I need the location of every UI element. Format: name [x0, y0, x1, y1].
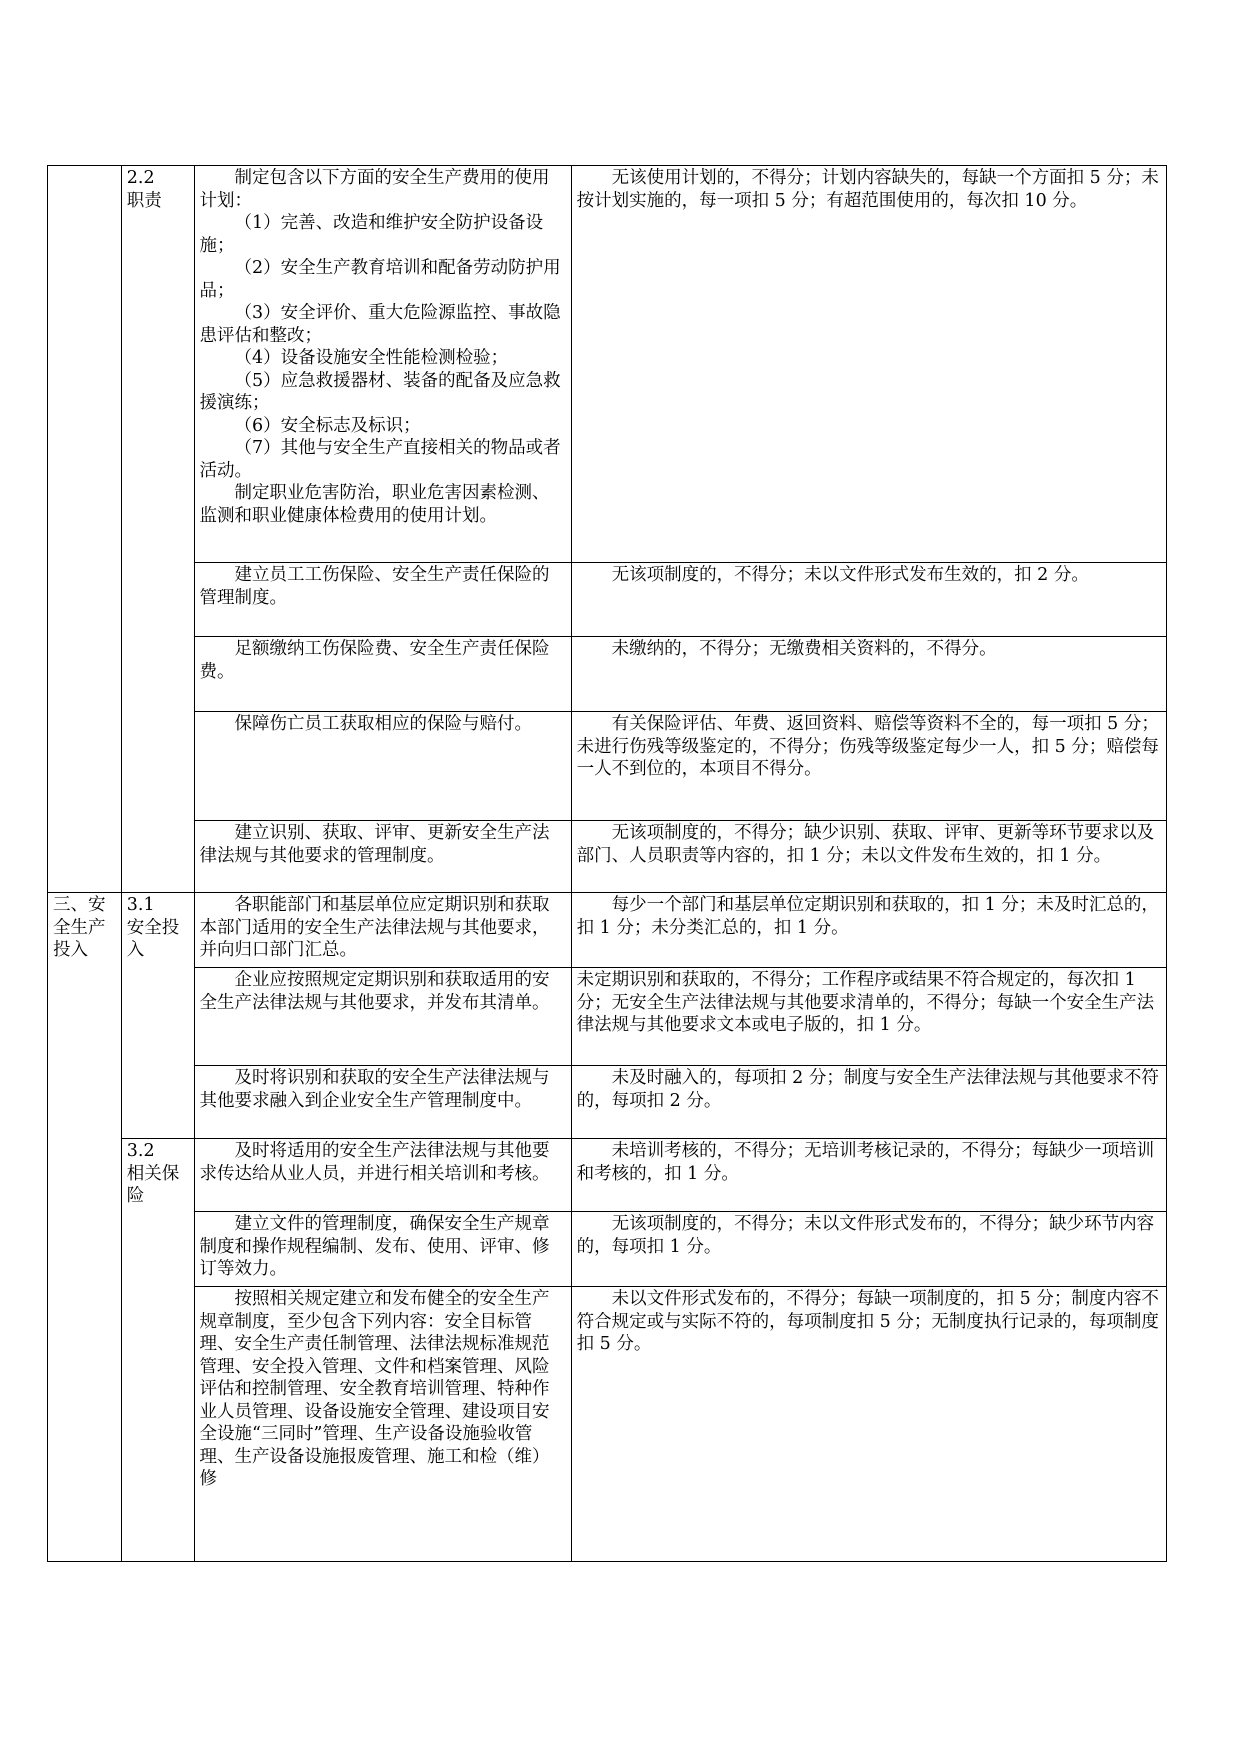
category-cell-empty — [48, 166, 122, 893]
subcategory-cell — [121, 166, 194, 893]
requirement-text: 保障伤亡员工获取相应的保险与赔付。 — [234, 714, 533, 734]
scoring-text: 未以文件形式发布的，不得分；每缺一项制度的，扣 5 分；制度内容不符合规定或与实际不符的，每项制度扣 5 分；无制度执行记录的，每项制度扣 5 分。 — [576, 1289, 1159, 1354]
requirement-text: （6）安全标志及标识； — [234, 415, 421, 436]
requirement-text: 及时将适用的安全生产法律法规与其他要求传达给从业人员，并进行相关培训和考核。 — [199, 1141, 550, 1184]
table-row — [48, 637, 1167, 712]
requirement-cell — [194, 1139, 571, 1212]
table-row — [48, 563, 1167, 637]
category-cell — [48, 893, 122, 1562]
scoring-text: 无该项制度的，不得分；未以文件形式发布的，不得分；缺少环节内容的，每项扣 1 分。 — [576, 1214, 1155, 1257]
requirement-cell — [194, 893, 571, 968]
table-row — [48, 821, 1167, 893]
scoring-text: 无该项制度的，不得分；缺少识别、获取、评审、更新等环节要求以及部门、人员职责等内容的，扣 1 分；未以文件发布生效的，扣 1 分。 — [576, 823, 1155, 866]
scoring-cell — [571, 1066, 1166, 1139]
requirement-text: 及时将识别和获取的安全生产法律法规与其他要求融入到企业安全生产管理制度中。 — [199, 1068, 550, 1111]
requirement-cell — [194, 563, 571, 637]
requirement-cell — [194, 1066, 571, 1139]
requirement-cell — [194, 1287, 571, 1562]
requirement-text: （4）设备设施安全性能检测检验； — [234, 348, 509, 368]
scoring-cell — [571, 821, 1166, 893]
subcategory-cell — [121, 1139, 194, 1562]
table-row — [48, 893, 1167, 968]
table-row — [48, 1287, 1167, 1562]
table-row — [48, 968, 1167, 1066]
scoring-cell — [571, 712, 1166, 821]
standard-table — [47, 165, 1167, 1562]
scoring-cell — [571, 637, 1166, 712]
scoring-cell — [571, 1287, 1166, 1562]
scoring-text: 每少一个部门和基层单位定期识别和获取的，扣 1 分；未及时汇总的，扣 1 分；未分类汇总的，扣 1 分。 — [576, 895, 1159, 938]
scoring-text: 有关保险评估、年费、返回资料、赔偿等资料不全的，每一项扣 5 分；未进行伤残等级鉴定的，不得分；伤残等级鉴定每少一人，扣 5 分；赔偿每一人不到位的，本项目不得分。 — [576, 714, 1159, 779]
scoring-text: 无该使用计划的，不得分；计划内容缺失的，每缺一个方面扣 5 分；未按计划实施的，每一项扣 5 分；有超范围使用的，每次扣 10 分。 — [576, 168, 1159, 211]
scoring-text: 未缴纳的，不得分；无缴费相关资料的，不得分。 — [611, 639, 997, 659]
scoring-cell — [571, 1212, 1166, 1287]
requirement-cell — [194, 166, 571, 563]
scoring-text: 未定期识别和获取的，不得分；工作程序或结果不符合规定的，每次扣 1 分；无安全生产法律法规与其他要求清单的，不得分；每缺一个安全生产法律法规与其他要求文本或电子版的，扣 1 分。 — [576, 970, 1155, 1035]
scoring-cell — [571, 563, 1166, 637]
subcategory-number: 3.2 — [126, 1141, 155, 1161]
requirement-text: （2）安全生产教育培训和配备劳动防护用品； — [199, 258, 561, 301]
scoring-cell — [571, 968, 1166, 1066]
requirement-text: 建立文件的管理制度，确保安全生产规章制度和操作规程编制、发布、使用、评审、修订等效力。 — [199, 1214, 550, 1279]
subcategory-number: 3.1 — [126, 895, 155, 915]
requirement-cell — [194, 637, 571, 712]
scoring-cell — [571, 166, 1166, 563]
requirement-text: 各职能部门和基层单位应定期识别和获取本部门适用的安全生产法律法规与其他要求，并向归口部门汇总。 — [199, 895, 550, 960]
scoring-text: 未培训考核的，不得分；无培训考核记录的，不得分；每缺少一项培训和考核的，扣 1 分。 — [576, 1141, 1155, 1184]
requirement-text: 按照相关规定建立和发布健全的安全生产规章制度，至少包含下列内容：安全目标管理、安全生产责任制管理、法律法规标准规范管理、安全投入管理、文件和档案管理、风险评估和控制管理、安全教育培训管理、特种作业人员管理、设备设施安全管理、建设项目安全设施“三同时”管理、生产设备设施验收管理、生产设备设施报废管理、施工和检（维）修 — [199, 1289, 550, 1489]
requirement-cell — [194, 968, 571, 1066]
table-row — [48, 1066, 1167, 1139]
requirement-text: 足额缴纳工伤保险费、安全生产责任保险费。 — [199, 639, 550, 682]
table-row — [48, 1139, 1167, 1212]
table-row — [48, 1212, 1167, 1287]
requirement-text: 企业应按照规定定期识别和获取适用的安全生产法律法规与其他要求，并发布其清单。 — [199, 970, 550, 1013]
subcategory-cell — [121, 893, 194, 1139]
requirement-cell — [194, 712, 571, 821]
subcategory-name: 相关保险 — [126, 1163, 180, 1206]
requirement-text: （5）应急救援器材、装备的配备及应急救援演练； — [199, 370, 561, 413]
scoring-cell — [571, 1139, 1166, 1212]
scoring-cell — [571, 893, 1166, 968]
table-row — [48, 166, 1167, 563]
requirement-cell — [194, 1212, 571, 1287]
requirement-cell — [194, 821, 571, 893]
category-name: 三、安全生产投入 — [53, 895, 106, 960]
requirement-text: （7）其他与安全生产直接相关的物品或者活动。 — [199, 438, 561, 481]
requirement-text: 制定职业危害防治，职业危害因素检测、监测和职业健康体检费用的使用计划。 — [199, 483, 550, 526]
subcategory-name: 安全投入 — [126, 917, 180, 960]
requirement-text: 建立识别、获取、评审、更新安全生产法律法规与其他要求的管理制度。 — [199, 823, 550, 866]
requirement-text: （1）完善、改造和维护安全防护设备设施； — [199, 213, 544, 256]
scoring-text: 无该项制度的，不得分；未以文件形式发布生效的，扣 2 分。 — [611, 565, 1089, 585]
requirement-text: 建立员工工伤保险、安全生产责任保险的管理制度。 — [199, 565, 550, 608]
requirement-text: 制定包含以下方面的安全生产费用的使用计划： — [199, 168, 550, 211]
requirement-text: （3）安全评价、重大危险源监控、事故隐患评估和整改； — [199, 303, 561, 346]
subcategory-name: 职责 — [126, 190, 162, 211]
scoring-text: 未及时融入的，每项扣 2 分；制度与安全生产法律法规与其他要求不符的，每项扣 2 分。 — [576, 1068, 1159, 1111]
subcategory-number: 2.2 — [126, 168, 155, 188]
table-row — [48, 712, 1167, 821]
